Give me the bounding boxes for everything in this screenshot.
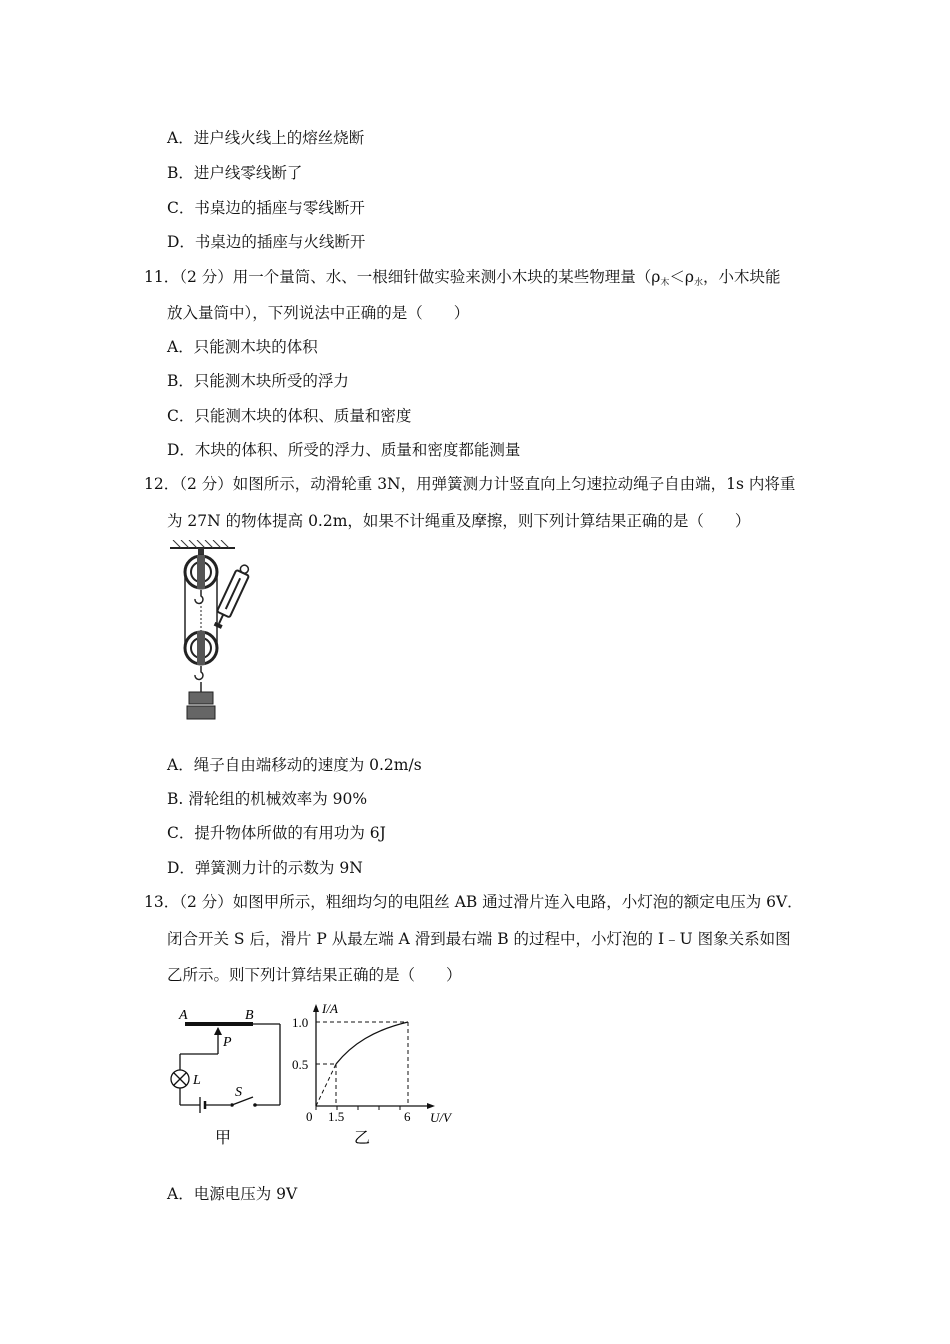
iu-curve [336, 1022, 408, 1064]
q12-stem-line2: 为 27N 的物体提高 0.2m，如果不计绳重及摩擦，则下列计算结果正确的是（ ） [167, 512, 751, 530]
q12-option-d: D．弹簧测力计的示数为 9N [167, 859, 363, 877]
q11-stem-line2: 放入量筒中），下列说法中正确的是（ ） [167, 304, 470, 322]
q13-stem-line1: 13．（2 分）如图甲所示，粗细均匀的电阻丝 AB 通过滑片连入电路，小灯泡的额定电压为 6V． [144, 893, 803, 911]
q13-stem-line2: 闭合开关 S 后，滑片 P 从最左端 A 滑到最右端 B 的过程中，小灯泡的 I﹣U 图象关系如图 [167, 930, 791, 948]
circuit-figure [165, 1002, 290, 1150]
graph-ytick-05: 0.5 [292, 1057, 309, 1072]
slider-arrow-icon [214, 1027, 222, 1035]
q10-option-a: A．进户线火线上的熔丝烧断 [167, 129, 365, 147]
pulley-figure [165, 540, 285, 722]
rho-sub-water: 水 [694, 278, 704, 288]
graph-xtick-0: 0 [306, 1109, 313, 1124]
q10-option-d: D．书桌边的插座与火线断开 [167, 233, 366, 251]
q10-option-b: B．进户线零线断了 [167, 164, 303, 182]
q11-stem-part2: ，小木块能 [703, 268, 781, 286]
graph-ytick-1: 1.0 [292, 1015, 309, 1030]
graph-ylabel: I/A [322, 1001, 338, 1016]
circuit-caption: 甲 [215, 1130, 232, 1147]
circuit-label-s: S [235, 1085, 242, 1100]
q11-option-a: A．只能测木块的体积 [167, 338, 318, 356]
q11-option-b: B．只能测木块所受的浮力 [167, 372, 349, 390]
circuit-label-b: B [245, 1008, 254, 1023]
q12-stem-line1: 12．（2 分）如图所示，动滑轮重 3N，用弹簧测力计竖直向上匀速拉动绳子自由端，1s 内将重 [144, 475, 796, 493]
q11-option-d: D．木块的体积、所受的浮力、质量和密度都能测量 [167, 441, 521, 459]
iu-graph [292, 1000, 462, 1150]
circuit-label-l: L [193, 1073, 201, 1088]
q11-option-c: C．只能测木块的体积、质量和密度 [167, 407, 412, 425]
graph-xlabel: U/V [430, 1110, 451, 1125]
rho-sub-wood: 木 [660, 278, 670, 288]
q12-option-a: A．绳子自由端移动的速度为 0.2m/s [167, 756, 422, 774]
q11-stem-part1: 11．（2 分）用一个量筒、水、一根细针做实验来测小木块的某些物理量（ρ [144, 268, 661, 286]
q12-option-b: B. 滑轮组的机械效率为 90% [167, 790, 368, 808]
graph-caption: 乙 [354, 1130, 371, 1147]
q11-stem-line1 [144, 265, 781, 288]
graph-xtick-6: 6 [404, 1109, 411, 1124]
q10-option-c: C．书桌边的插座与零线断开 [167, 199, 365, 217]
q13-option-a: A．电源电压为 9V [167, 1185, 298, 1203]
circuit-label-p: P [223, 1035, 232, 1050]
circuit-label-a: A [179, 1008, 188, 1023]
q11-lt: ＜ρ [669, 268, 695, 286]
graph-xtick-15: 1.5 [328, 1109, 345, 1124]
q13-stem-line3: 乙所示。则下列计算结果正确的是（ ） [167, 966, 462, 984]
q12-option-c: C．提升物体所做的有用功为 6J [167, 824, 386, 842]
